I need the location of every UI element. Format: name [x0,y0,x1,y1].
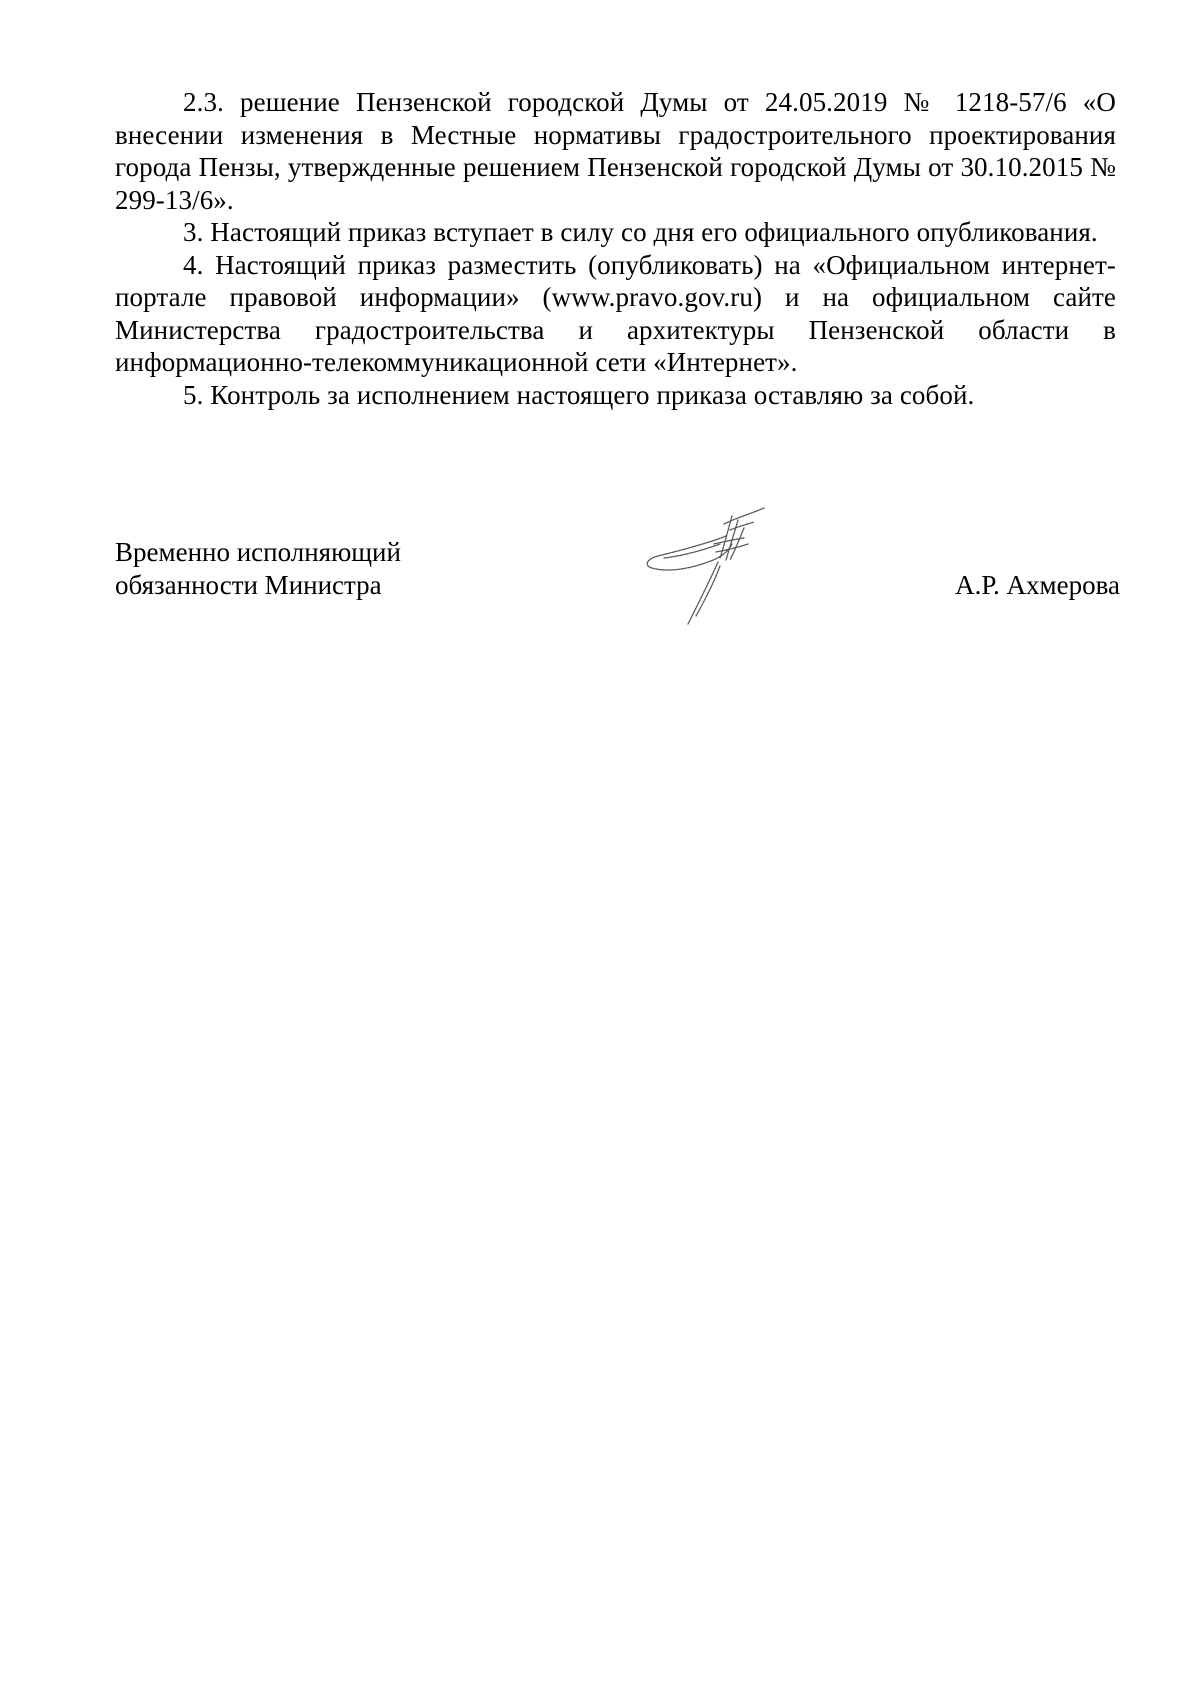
paragraph-4: 4. Настоящий приказ разместить (опубликовать) на «Официальном интернет-портале правовой информации» (www.pravo.gov.ru) и на официальном сайте Министерства градостроительства и архитектуры Пензенской области в информационно-телекоммуникационной сети «Интернет». [115,249,1116,377]
paragraph-2-3: 2.3. решение Пензенской городской Думы от 24.05.2019 № 1218-57/6 «О внесении изменения в Местные нормативы градостроительного проектирования города Пензы, утвержденные решением Пензенской городской Думы от 30.10.2015 № 299-13/6». [115,87,1116,215]
handwritten-signature [640,500,780,632]
signatory-position-line-2: обязанности Министра [115,569,382,600]
document-body [115,86,1116,411]
signature-block [115,536,1120,636]
signatory-position-line-1: Временно исполняющий [115,537,401,567]
paragraph-5: 5. Контроль за исполнением настоящего приказа оставляю за собой. [183,379,975,410]
signatory-name: А.Р. Ахмерова [955,569,1120,600]
paragraph-3: 3. Настоящий приказ вступает в силу со дня его официального опубликования. [183,217,1098,247]
signatory-position [115,536,401,601]
